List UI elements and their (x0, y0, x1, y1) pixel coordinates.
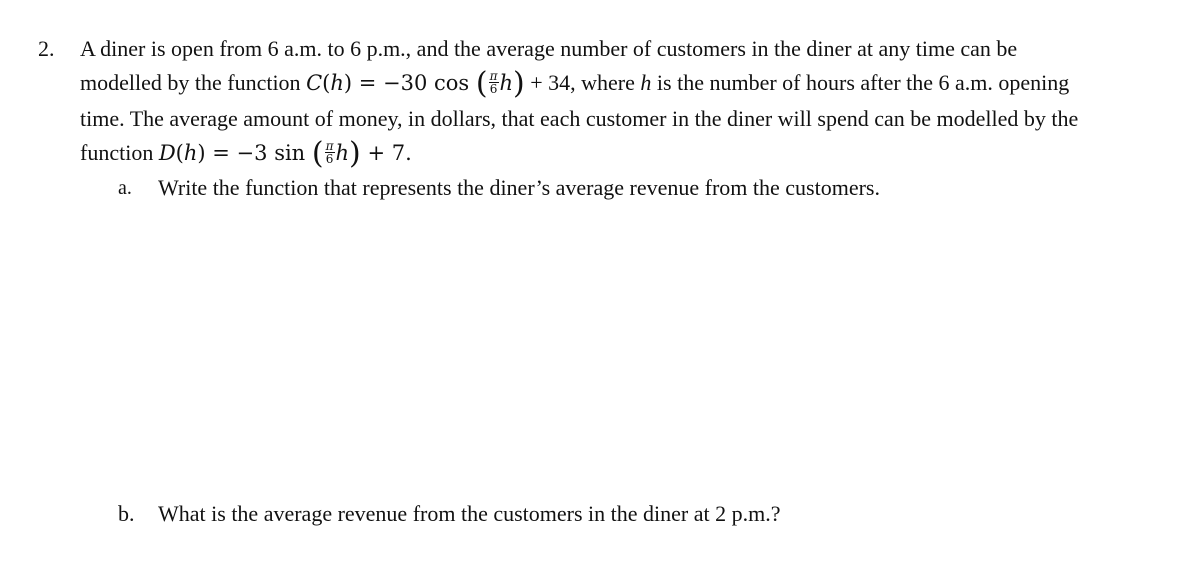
pi-over-6-fraction (489, 70, 499, 95)
part-a-prompt: Write the function that represents the diner’s average revenue from the customers. (158, 175, 880, 200)
close-paren: ) (513, 66, 525, 101)
angle-variable: h (335, 141, 350, 165)
customer-function: C(h) = −30 cos ( $\frac{\pi}{6}$ h) (306, 66, 525, 101)
stem-line-2-constant: + 34, where (524, 70, 641, 95)
stem-line-4-constant: + 7. (360, 141, 412, 165)
question-number: 2. (38, 36, 55, 61)
open-paren: ( (311, 136, 324, 171)
function-name-d: D (158, 141, 176, 165)
stem-line-2 (80, 66, 1070, 101)
fraction-denominator: 6 (489, 82, 498, 96)
fraction-numerator: π (489, 69, 498, 83)
pi-over-6-fraction (325, 140, 335, 165)
stem-line-2-end: is the number of hours after the 6 a.m. opening (651, 70, 1070, 95)
stem-line-2-intro: modelled by the function (80, 70, 307, 95)
variable-h: h (640, 70, 652, 95)
function-variable: h (183, 141, 198, 165)
fraction-numerator: π (325, 139, 334, 153)
part-b-label: b. (118, 501, 135, 526)
spending-function: D(h) = −3 sin ( $\frac{\pi}{6}$ h) + 7. (158, 136, 412, 171)
fraction-denominator: 6 (325, 152, 334, 166)
function-variable: h (330, 71, 344, 95)
stem-line-4 (80, 136, 412, 171)
open-paren: ( (475, 66, 488, 101)
angle-variable: h (499, 71, 514, 95)
part-b-prompt: What is the average revenue from the customers in the diner at 2 p.m.? (158, 501, 781, 526)
close-paren: ) (349, 136, 361, 171)
stem-line-4-intro: function (80, 140, 159, 165)
stem-line-3: time. The average amount of money, in dollars, that each customer in the diner will spend can be modelled by the (80, 106, 1079, 131)
part-a-label: a. (118, 177, 132, 199)
cos-expression: = −30 cos (352, 71, 470, 95)
function-name-c: C (306, 71, 323, 95)
stem-line-1: A diner is open from 6 a.m. to 6 p.m., and the average number of customers in the diner at any time can be (80, 36, 1018, 61)
sin-expression: = −3 sin (205, 141, 306, 165)
